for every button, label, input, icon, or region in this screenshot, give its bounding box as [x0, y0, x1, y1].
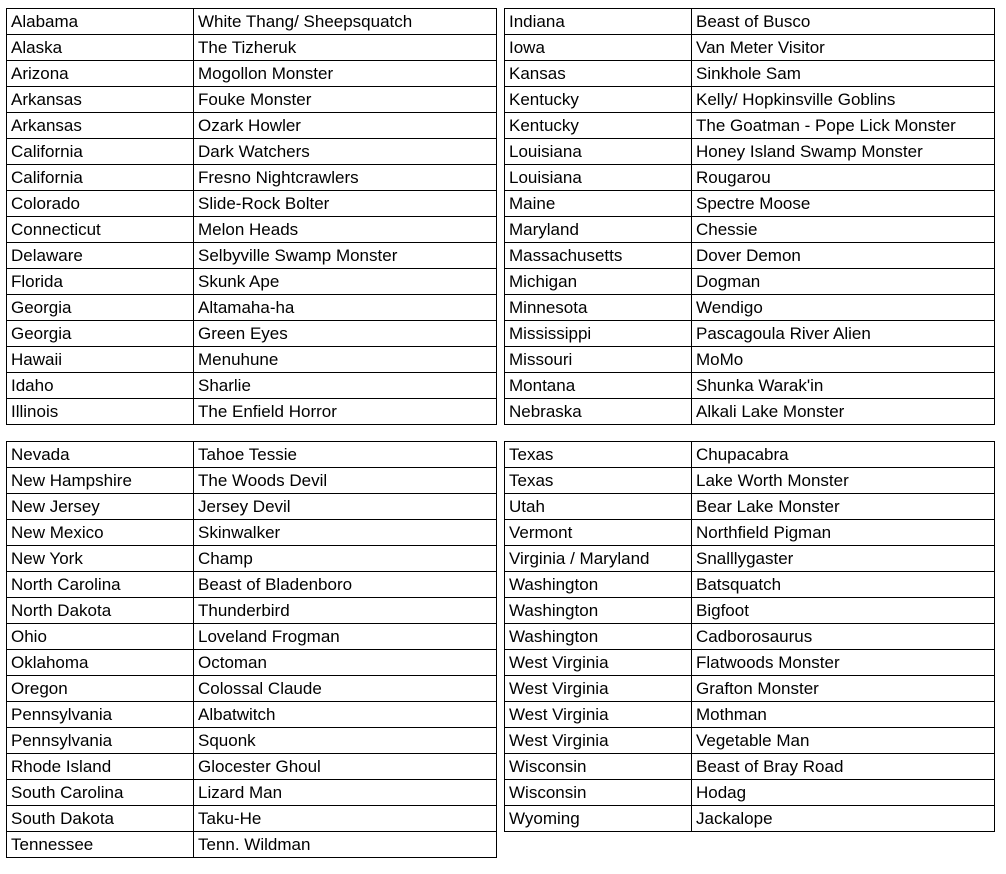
table-row	[505, 572, 995, 598]
table-row	[505, 191, 995, 217]
creature-cell: Batsquatch	[692, 572, 995, 598]
table-row	[7, 676, 497, 702]
table-row	[505, 780, 995, 806]
table-row	[505, 399, 995, 425]
state-cell: Pennsylvania	[7, 728, 194, 754]
state-cell: Nevada	[7, 442, 194, 468]
creature-cell: Lizard Man	[194, 780, 497, 806]
table-row	[505, 139, 995, 165]
creature-cell: White Thang/ Sheepsquatch	[194, 9, 497, 35]
table-row	[7, 165, 497, 191]
creature-cell: Northfield Pigman	[692, 520, 995, 546]
creature-cell: Vegetable Man	[692, 728, 995, 754]
creature-cell: Hodag	[692, 780, 995, 806]
state-cell: West Virginia	[505, 676, 692, 702]
creature-cell: Rougarou	[692, 165, 995, 191]
state-cell: Kentucky	[505, 87, 692, 113]
creature-cell: Fresno Nightcrawlers	[194, 165, 497, 191]
table-row	[7, 832, 497, 858]
state-cell: Florida	[7, 269, 194, 295]
state-cell: Illinois	[7, 399, 194, 425]
table-row	[7, 347, 497, 373]
table-row	[7, 399, 497, 425]
state-cell: Ohio	[7, 624, 194, 650]
state-cell: Mississippi	[505, 321, 692, 347]
state-cell: Alabama	[7, 9, 194, 35]
state-cell: Texas	[505, 442, 692, 468]
table-row	[505, 35, 995, 61]
state-cell: Maine	[505, 191, 692, 217]
state-cell: North Dakota	[7, 598, 194, 624]
creature-cell: Taku-He	[194, 806, 497, 832]
creature-cell: Altamaha-ha	[194, 295, 497, 321]
creature-cell: Chupacabra	[692, 442, 995, 468]
creature-cell: Fouke Monster	[194, 87, 497, 113]
table-row	[505, 442, 995, 468]
creature-cell: Shunka Warak'in	[692, 373, 995, 399]
table-row	[505, 624, 995, 650]
creature-cell: The Tizheruk	[194, 35, 497, 61]
table-row	[7, 35, 497, 61]
table-row	[505, 217, 995, 243]
table-row	[505, 676, 995, 702]
creature-cell: Mothman	[692, 702, 995, 728]
state-cell: Alaska	[7, 35, 194, 61]
table-row	[7, 9, 497, 35]
creature-cell: Skinwalker	[194, 520, 497, 546]
state-cell: Louisiana	[505, 139, 692, 165]
state-cell: Minnesota	[505, 295, 692, 321]
creature-cell: Honey Island Swamp Monster	[692, 139, 995, 165]
table-row	[7, 87, 497, 113]
creature-cell: Beast of Bray Road	[692, 754, 995, 780]
state-cell: Utah	[505, 494, 692, 520]
state-cell: South Carolina	[7, 780, 194, 806]
state-cell: Maryland	[505, 217, 692, 243]
creature-cell: Cadborosaurus	[692, 624, 995, 650]
state-cell: Oklahoma	[7, 650, 194, 676]
state-cell: Connecticut	[7, 217, 194, 243]
state-cell: Georgia	[7, 321, 194, 347]
state-cell: Washington	[505, 624, 692, 650]
creature-cell: Flatwoods Monster	[692, 650, 995, 676]
state-cell: Iowa	[505, 35, 692, 61]
table-row	[7, 520, 497, 546]
table-row	[505, 321, 995, 347]
creature-cell: Alkali Lake Monster	[692, 399, 995, 425]
state-cell: Washington	[505, 598, 692, 624]
creature-cell: Spectre Moose	[692, 191, 995, 217]
creature-cell: Sharlie	[194, 373, 497, 399]
state-cell: Indiana	[505, 9, 692, 35]
cryptid-table-4	[504, 441, 995, 832]
table-row	[505, 269, 995, 295]
state-cell: Virginia / Maryland	[505, 546, 692, 572]
creature-cell: Dover Demon	[692, 243, 995, 269]
state-cell: Massachusetts	[505, 243, 692, 269]
table-row	[505, 373, 995, 399]
state-cell: Arkansas	[7, 87, 194, 113]
creature-cell: Grafton Monster	[692, 676, 995, 702]
table-row	[7, 243, 497, 269]
creature-cell: Chessie	[692, 217, 995, 243]
table-row	[505, 468, 995, 494]
state-cell: Arizona	[7, 61, 194, 87]
creature-cell: Beast of Busco	[692, 9, 995, 35]
table-row	[7, 702, 497, 728]
state-cell: Tennessee	[7, 832, 194, 858]
creature-cell: Jackalope	[692, 806, 995, 832]
creature-cell: Green Eyes	[194, 321, 497, 347]
creature-cell: The Enfield Horror	[194, 399, 497, 425]
state-cell: California	[7, 165, 194, 191]
cryptid-table-1	[6, 8, 497, 425]
creature-cell: MoMo	[692, 347, 995, 373]
creature-cell: Dogman	[692, 269, 995, 295]
table-row	[505, 9, 995, 35]
table-row	[505, 650, 995, 676]
table-row	[7, 572, 497, 598]
creature-cell: Tenn. Wildman	[194, 832, 497, 858]
state-cell: Nebraska	[505, 399, 692, 425]
creature-cell: Mogollon Monster	[194, 61, 497, 87]
state-cell: Michigan	[505, 269, 692, 295]
creature-cell: The Woods Devil	[194, 468, 497, 494]
table-row	[7, 806, 497, 832]
creature-cell: Selbyville Swamp Monster	[194, 243, 497, 269]
state-cell: Wisconsin	[505, 754, 692, 780]
state-cell: Washington	[505, 572, 692, 598]
state-cell: West Virginia	[505, 650, 692, 676]
state-cell: Wisconsin	[505, 780, 692, 806]
table-row	[7, 624, 497, 650]
creature-cell: Lake Worth Monster	[692, 468, 995, 494]
table-row	[7, 113, 497, 139]
creature-cell: Menuhune	[194, 347, 497, 373]
creature-cell: Ozark Howler	[194, 113, 497, 139]
table-row	[7, 546, 497, 572]
table-row	[7, 321, 497, 347]
state-cell: Pennsylvania	[7, 702, 194, 728]
state-cell: Rhode Island	[7, 754, 194, 780]
state-cell: New Mexico	[7, 520, 194, 546]
state-cell: Idaho	[7, 373, 194, 399]
state-cell: Texas	[505, 468, 692, 494]
cryptid-table-3	[6, 441, 497, 858]
table-row	[7, 269, 497, 295]
table-row	[7, 650, 497, 676]
table-row	[7, 61, 497, 87]
cryptid-table-2	[504, 8, 995, 425]
creature-cell: Tahoe Tessie	[194, 442, 497, 468]
state-cell: Wyoming	[505, 806, 692, 832]
state-cell: Louisiana	[505, 165, 692, 191]
table-row	[505, 598, 995, 624]
state-cell: Montana	[505, 373, 692, 399]
creature-cell: Beast of Bladenboro	[194, 572, 497, 598]
state-cell: California	[7, 139, 194, 165]
table-row	[7, 468, 497, 494]
table-row	[7, 442, 497, 468]
creature-cell: Bear Lake Monster	[692, 494, 995, 520]
table-row	[7, 780, 497, 806]
creature-cell: Bigfoot	[692, 598, 995, 624]
creature-cell: Albatwitch	[194, 702, 497, 728]
table-row	[7, 139, 497, 165]
table-row	[7, 728, 497, 754]
creature-cell: Sinkhole Sam	[692, 61, 995, 87]
creature-cell: Thunderbird	[194, 598, 497, 624]
creature-cell: The Goatman - Pope Lick Monster	[692, 113, 995, 139]
table-row	[505, 295, 995, 321]
creature-cell: Melon Heads	[194, 217, 497, 243]
table-row	[505, 754, 995, 780]
table-row	[505, 494, 995, 520]
creature-cell: Octoman	[194, 650, 497, 676]
state-cell: West Virginia	[505, 728, 692, 754]
state-cell: Georgia	[7, 295, 194, 321]
creature-cell: Colossal Claude	[194, 676, 497, 702]
table-row	[505, 61, 995, 87]
table-row	[7, 754, 497, 780]
state-cell: New Jersey	[7, 494, 194, 520]
table-row	[7, 191, 497, 217]
creature-cell: Loveland Frogman	[194, 624, 497, 650]
creature-cell: Kelly/ Hopkinsville Goblins	[692, 87, 995, 113]
creature-cell: Wendigo	[692, 295, 995, 321]
creature-cell: Jersey Devil	[194, 494, 497, 520]
table-row	[505, 520, 995, 546]
state-cell: South Dakota	[7, 806, 194, 832]
state-cell: Kentucky	[505, 113, 692, 139]
state-cell: New Hampshire	[7, 468, 194, 494]
creature-cell: Champ	[194, 546, 497, 572]
creature-cell: Glocester Ghoul	[194, 754, 497, 780]
creature-cell: Snalllygaster	[692, 546, 995, 572]
state-cell: North Carolina	[7, 572, 194, 598]
state-cell: New York	[7, 546, 194, 572]
creature-cell: Pascagoula River Alien	[692, 321, 995, 347]
creature-cell: Squonk	[194, 728, 497, 754]
table-row	[505, 806, 995, 832]
table-row	[505, 546, 995, 572]
table-row	[7, 373, 497, 399]
table-row	[505, 165, 995, 191]
table-row	[7, 598, 497, 624]
table-row	[505, 113, 995, 139]
table-row	[7, 295, 497, 321]
state-cell: West Virginia	[505, 702, 692, 728]
state-cell: Delaware	[7, 243, 194, 269]
state-cell: Missouri	[505, 347, 692, 373]
table-row	[505, 347, 995, 373]
table-row	[505, 87, 995, 113]
creature-cell: Slide-Rock Bolter	[194, 191, 497, 217]
table-row	[505, 702, 995, 728]
state-cell: Colorado	[7, 191, 194, 217]
table-row	[505, 243, 995, 269]
creature-cell: Skunk Ape	[194, 269, 497, 295]
table-row	[505, 728, 995, 754]
state-cell: Hawaii	[7, 347, 194, 373]
table-row	[7, 217, 497, 243]
table-row	[7, 494, 497, 520]
state-cell: Vermont	[505, 520, 692, 546]
creature-cell: Dark Watchers	[194, 139, 497, 165]
state-cell: Kansas	[505, 61, 692, 87]
state-cell: Oregon	[7, 676, 194, 702]
state-cell: Arkansas	[7, 113, 194, 139]
creature-cell: Van Meter Visitor	[692, 35, 995, 61]
